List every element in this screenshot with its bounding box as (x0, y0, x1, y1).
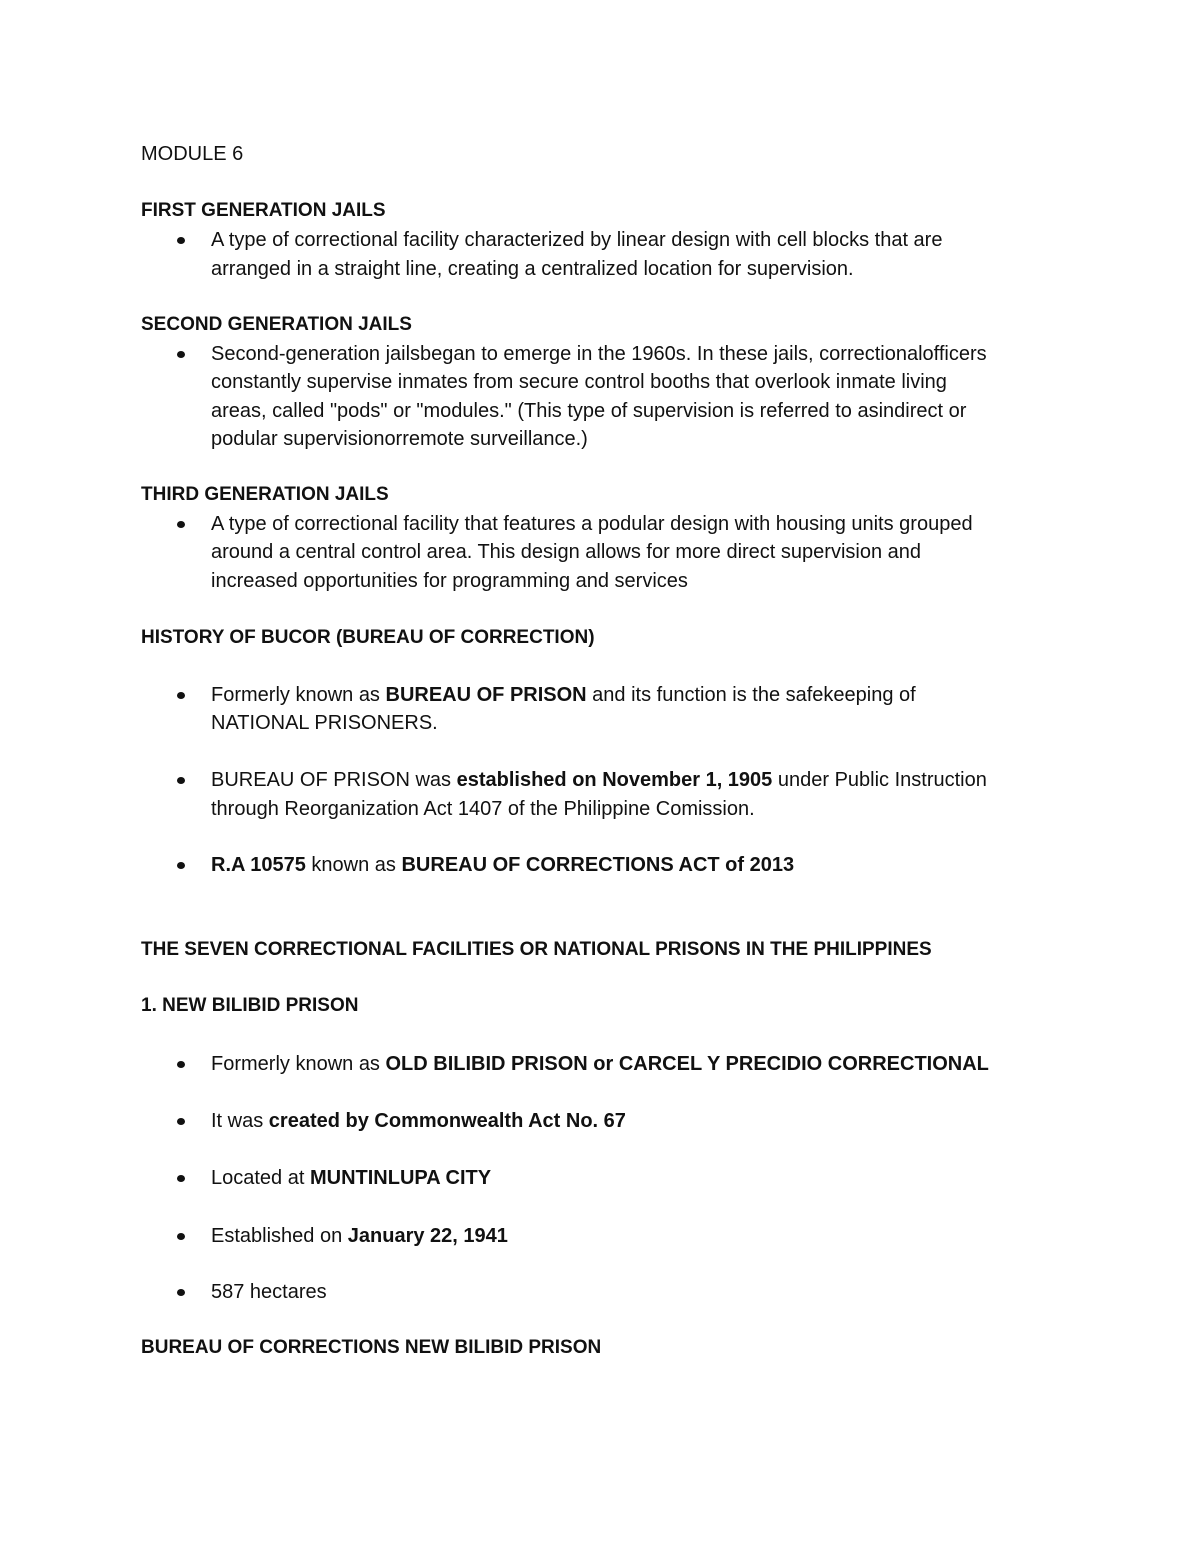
bucor-nbp-heading: BUREAU OF CORRECTIONS NEW BILIBID PRISON (141, 1337, 602, 1358)
history-item-3-bold-act: BUREAU OF CORRECTIONS ACT of 2013 (401, 854, 795, 876)
nbp-item-1-bold: OLD BILIBID PRISON or CARCEL Y PRECIDIO CORRECTIONAL (385, 1053, 989, 1075)
history-item-1-bold: BUREAU OF PRISON (385, 684, 587, 706)
nbp-item-2-bold: created by Commonwealth Act No. 67 (268, 1110, 626, 1132)
nbp-item-4-text: Established on (211, 1225, 348, 1247)
second-gen-text-line1: Second-generation jailsbegan to emerge in the 1960s. In these jails, correctionalofficers (211, 343, 987, 365)
history-item-1-text: Formerly known as (211, 684, 386, 706)
second-gen-text-line3: areas, called "pods" or "modules." (This type of supervision is referred to asindirect or (211, 400, 967, 422)
history-heading: HISTORY OF BUCOR (BUREAU OF CORRECTION) (141, 627, 595, 648)
nbp-item-2 (211, 1107, 626, 1135)
history-item-3-bold-ra: R.A 10575 (211, 854, 306, 876)
module-title: MODULE 6 (141, 143, 244, 165)
nbp-item-3-text: Located at (211, 1167, 310, 1189)
bullet-icon (177, 1118, 185, 1125)
history-item-2-line2: through Reorganization Act 1407 of the Philippine Comission. (211, 798, 755, 820)
nbp-item-1-text: Formerly known as (211, 1053, 386, 1075)
first-gen-text-line2: arranged in a straight line, creating a centralized location for supervision. (211, 258, 854, 280)
bullet-icon (177, 862, 185, 869)
nbp-item-4 (211, 1222, 508, 1250)
bullet-icon (177, 351, 185, 358)
nbp-item-4-bold: January 22, 1941 (347, 1225, 508, 1247)
bullet-icon (177, 1061, 185, 1068)
third-gen-heading: THIRD GENERATION JAILS (141, 484, 389, 505)
bullet-icon (177, 521, 185, 528)
nbp-heading: 1. NEW BILIBID PRISON (141, 995, 359, 1016)
nbp-item-5: 587 hectares (211, 1281, 327, 1303)
third-gen-text-line3: increased opportunities for programming and services (211, 570, 688, 592)
history-item-3-text: known as (305, 854, 402, 876)
history-item-1-line1 (211, 681, 916, 709)
second-gen-text-line2: constantly supervise inmates from secure control booths that overlook inmate living (211, 371, 947, 393)
bullet-icon (177, 777, 185, 784)
bullet-icon (177, 1289, 185, 1296)
second-gen-text-line4: podular supervisionorremote surveillance.) (211, 428, 588, 450)
bullet-icon (177, 692, 185, 699)
nbp-item-2-text: It was (211, 1110, 269, 1132)
history-item-3 (211, 851, 794, 879)
seven-facilities-heading: THE SEVEN CORRECTIONAL FACILITIES OR NATIONAL PRISONS IN THE PHILIPPINES (141, 939, 932, 960)
bullet-icon (177, 1233, 185, 1240)
history-item-1-line2: NATIONAL PRISONERS. (211, 712, 438, 734)
history-item-1-text-post: and its function is the safekeeping of (586, 684, 916, 706)
bullet-icon (177, 1175, 185, 1182)
history-item-2-text-post: under Public Instruction (772, 769, 987, 791)
nbp-item-3-bold: MUNTINLUPA CITY (309, 1167, 492, 1189)
third-gen-text-line2: around a central control area. This design allows for more direct supervision and (211, 541, 921, 563)
nbp-item-3 (211, 1164, 491, 1192)
first-gen-heading: FIRST GENERATION JAILS (141, 200, 386, 221)
history-item-2-text: BUREAU OF PRISON was (211, 769, 457, 791)
second-gen-heading: SECOND GENERATION JAILS (141, 314, 412, 335)
third-gen-text-line1: A type of correctional facility that features a podular design with housing units grouped (211, 513, 973, 535)
nbp-item-1 (211, 1050, 989, 1078)
history-item-2-line1 (211, 766, 987, 794)
history-item-2-bold: established on November 1, 1905 (456, 769, 773, 791)
bullet-icon (177, 237, 185, 244)
first-gen-text-line1: A type of correctional facility characterized by linear design with cell blocks that are (211, 229, 943, 251)
